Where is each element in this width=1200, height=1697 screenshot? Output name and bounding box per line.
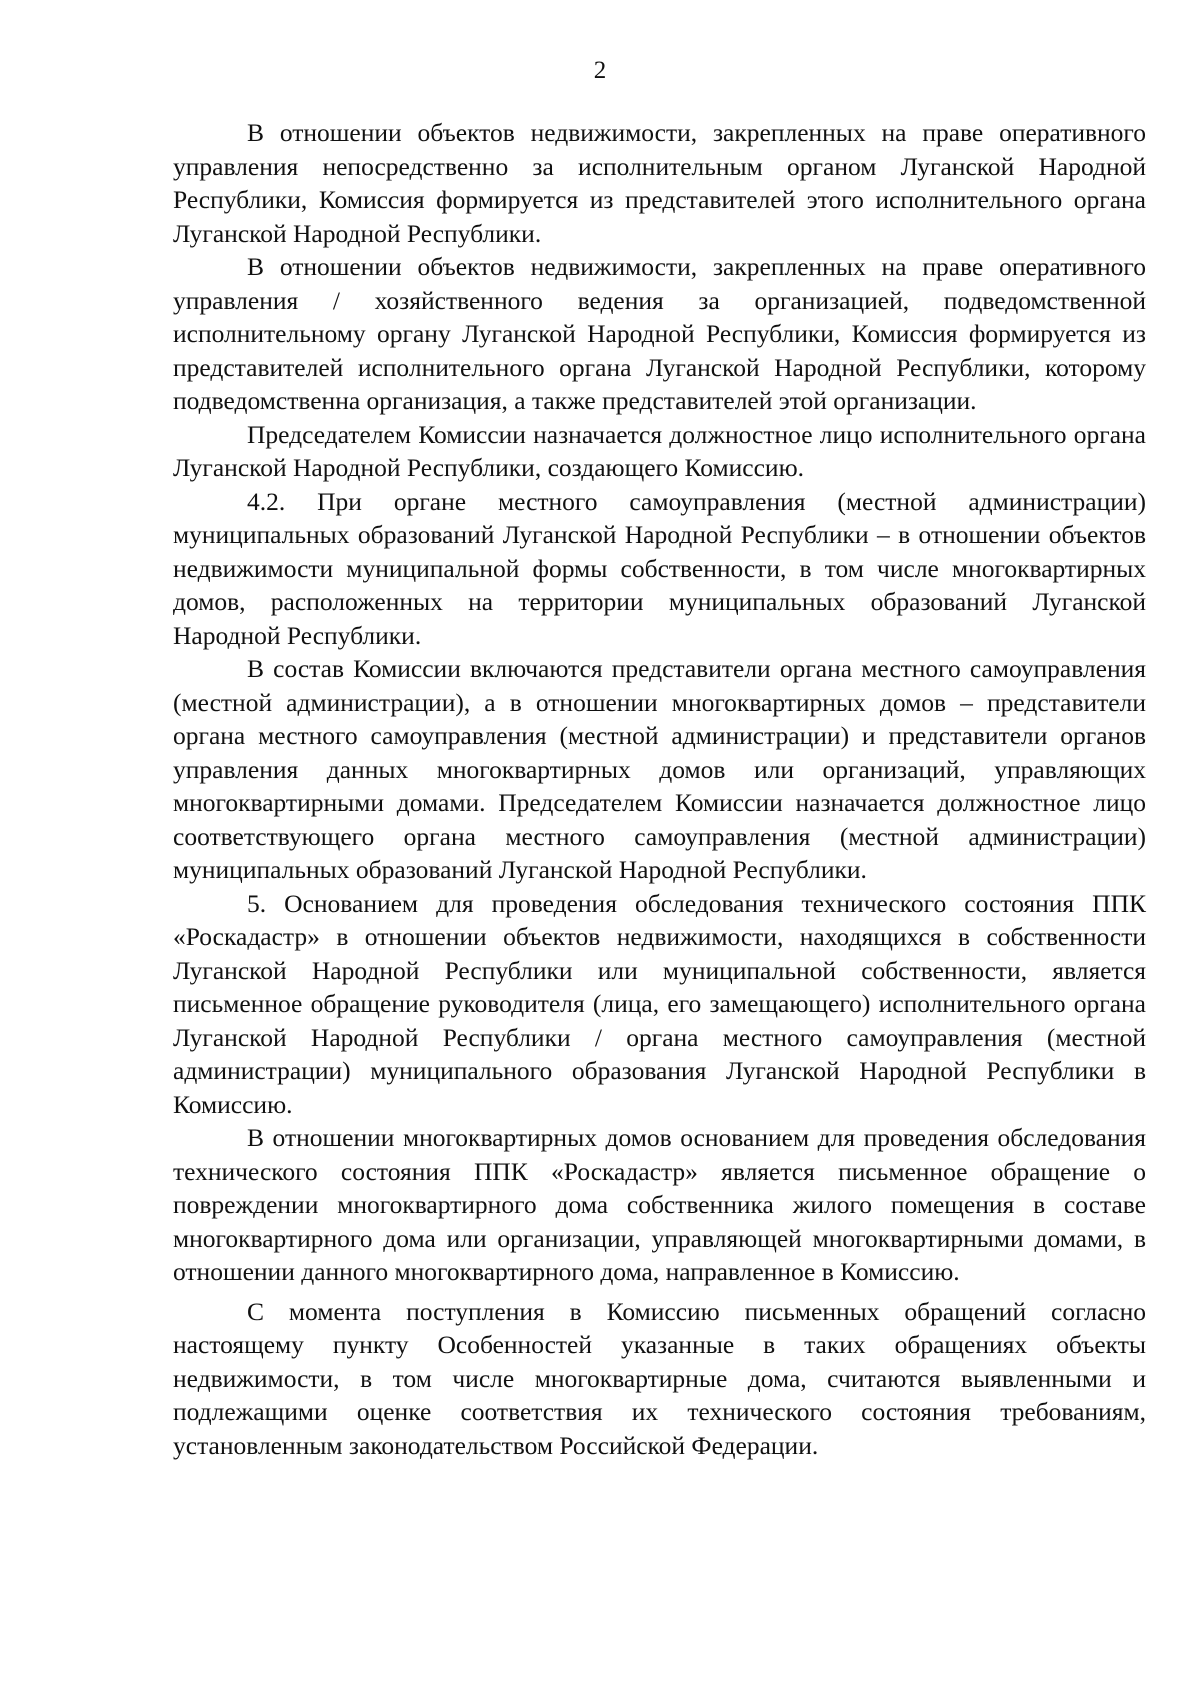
page-number: 2: [593, 57, 607, 84]
paragraph: В отношении объектов недвижимости, закрепленных на праве оперативного управления непосредственно за исполнительным органом Луганской Народной Республики, Комиссия формируется из представителей этого исполнительного органа Луганской Народной Республики.: [173, 118, 1146, 248]
paragraph: Председателем Комиссии назначается должностное лицо исполнительного органа Луганской Народной Республики, создающего Комиссию.: [173, 419, 1146, 482]
paragraph: В состав Комиссии включаются представители органа местного самоуправления (местной администрации), а в отношении многоквартирных домов – представители органа местного самоуправления (местной администрации) и представители органов управления данных многоквартирных домов или организаций, управляющих многоквартирными домами. Председателем Комиссии назначается должностное лицо соответствующего органа местного самоуправления (местной администрации) муниципальных образований Луганской Народной Республики.: [173, 654, 1146, 884]
document-body: [173, 116, 1146, 1462]
paragraph: 4.2. При органе местного самоуправления (местной администрации) муниципальных образований Луганской Народной Республики – в отношении объектов недвижимости муниципальной формы собственности, в том числе многоквартирных домов, расположенных на территории муниципальных образований Луганской Народной Республики.: [173, 486, 1146, 650]
paragraph: 5. Основанием для проведения обследования технического состояния ППК «Роскадастр» в отношении объектов недвижимости, находящихся в собственности Луганской Народной Республики или муниципальной собственности, является письменное обращение руководителя (лица, его замещающего) исполнительного органа Луганской Народной Республики / органа местного самоуправления (местной администрации) муниципального образования Луганской Народной Республики в Комиссию.: [173, 888, 1146, 1119]
paragraph: С момента поступления в Комиссию письменных обращений согласно настоящему пункту Особенностей указанные в таких обращениях объекты недвижимости, в том числе многоквартирные дома, считаются выявленными и подлежащими оценке соответствия их технического состояния требованиям, установленным законодательством Российской Федерации.: [173, 1296, 1146, 1460]
paragraph: В отношении многоквартирных домов основанием для проведения обследования технического состояния ППК «Роскадастр» является письменное обращение о повреждении многоквартирного дома собственника жилого помещения в составе многоквартирного дома или организации, управляющей многоквартирными домами, в отношении данного многоквартирного дома, направленное в Комиссию.: [173, 1123, 1146, 1286]
paragraph: В отношении объектов недвижимости, закрепленных на праве оперативного управления / хозяйственного ведения за организацией, подведомственной исполнительному органу Луганской Народной Республики, Комиссия формируется из представителей исполнительного органа Луганской Народной Республики, которому подведомственна организация, а также представителей этой организации.: [173, 252, 1146, 415]
